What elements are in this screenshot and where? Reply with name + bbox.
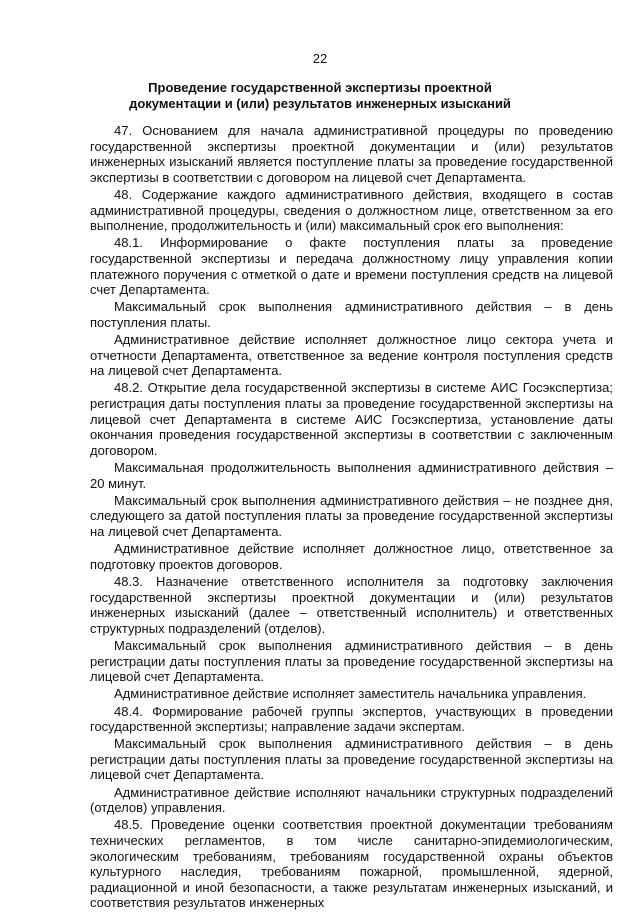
- paragraph-48-2-executor: Административное действие исполняет должностное лицо, ответственное за подготовку проектов договоров.: [90, 541, 613, 572]
- paragraph-48: 48. Содержание каждого административного действия, входящего в состав административной процедуры, сведения о должностном лице, ответственном за его выполнение, продолжительность и (или) максимальный срок его выполнения:: [90, 186, 613, 234]
- document-body: [90, 123, 613, 913]
- paragraph-48-2-deadline: Максимальный срок выполнения административного действия – не позднее дня, следующего за датой поступления платы за проведение государственной экспертизы на лицевой счет Департамента.: [90, 492, 613, 539]
- page-number: 22: [312, 51, 328, 66]
- paragraph-48-4: 48.4. Формирование рабочей группы экспертов, участвующих в проведении государственной экспертизы; направление задачи экспертам.: [90, 703, 613, 735]
- paragraph-48-1-deadline: Максимальный срок выполнения административного действия – в день поступления платы.: [90, 299, 613, 330]
- paragraph-48-1: 48.1. Информирование о факте поступления платы за проведение государственной экспертизы и передача должностному лицу управления копии платежного поручения с отметкой о дате и времени поступления средств на лицевой счет Департамента.: [90, 235, 613, 298]
- paragraph-48-2-duration: Максимальная продолжительность выполнения административного действия – 20 минут.: [90, 460, 613, 491]
- paragraph-48-3-deadline: Максимальный срок выполнения административного действия – в день регистрации даты поступления платы за проведение государственной экспертизы на лицевой счет Департамента.: [90, 637, 613, 685]
- paragraph-48-3: 48.3. Назначение ответственного исполнителя за подготовку заключения государственной экспертизы проектной документации и (или) результатов инженерных изысканий (далее – ответственный исполнитель) и ответственных структурных подразделений (отделов).: [90, 573, 613, 636]
- paragraph-48-4-executor: Административное действие исполняют начальники структурных подразделений (отделов) управления.: [90, 784, 613, 816]
- section-title: [90, 80, 550, 112]
- paragraph-47: 47. Основанием для начала административной процедуры по проведению государственной экспертизы проектной документации и (или) результатов инженерных изысканий является поступление платы за проведение государственной экспертизы в соответствии с договором на лицевой счет Департамента.: [90, 123, 613, 185]
- paragraph-48-3-executor: Административное действие исполняет заместитель начальника управления.: [114, 686, 587, 702]
- section-title-line-1: Проведение государственной экспертизы проектной: [148, 80, 492, 95]
- section-title-line-2: документации и (или) результатов инженерных изысканий: [129, 96, 511, 111]
- paragraph-48-4-deadline: Максимальный срок выполнения административного действия – в день регистрации даты поступления платы за проведение государственной экспертизы на лицевой счет Департамента.: [90, 736, 613, 783]
- paragraph-48-2: 48.2. Открытие дела государственной экспертизы в системе АИС Госэкспертиза; регистрация даты поступления платы за проведение государственной экспертизы на лицевой счет Департамента в системе АИС Госэкспертиза, установление даты окончания проведения государственной экспертизы в соответствии с заключенным договором.: [90, 380, 613, 458]
- paragraph-48-5: 48.5. Проведение оценки соответствия проектной документации требованиям технических регламентов, в том числе санитарно-эпидемиологическим, экологическим требованиям, требованиям государственной охраны объектов культурного наследия, требованиям пожарной, промышленной, ядерной, радиационной и иной безопасности, а также результатам инженерных изысканий, и соответствия результатов инженерных: [90, 817, 613, 911]
- paragraph-48-1-executor: Административное действие исполняет должностное лицо сектора учета и отчетности Департамента, ответственное за ведение контроля поступления средств на лицевой счет Департамента.: [90, 332, 613, 379]
